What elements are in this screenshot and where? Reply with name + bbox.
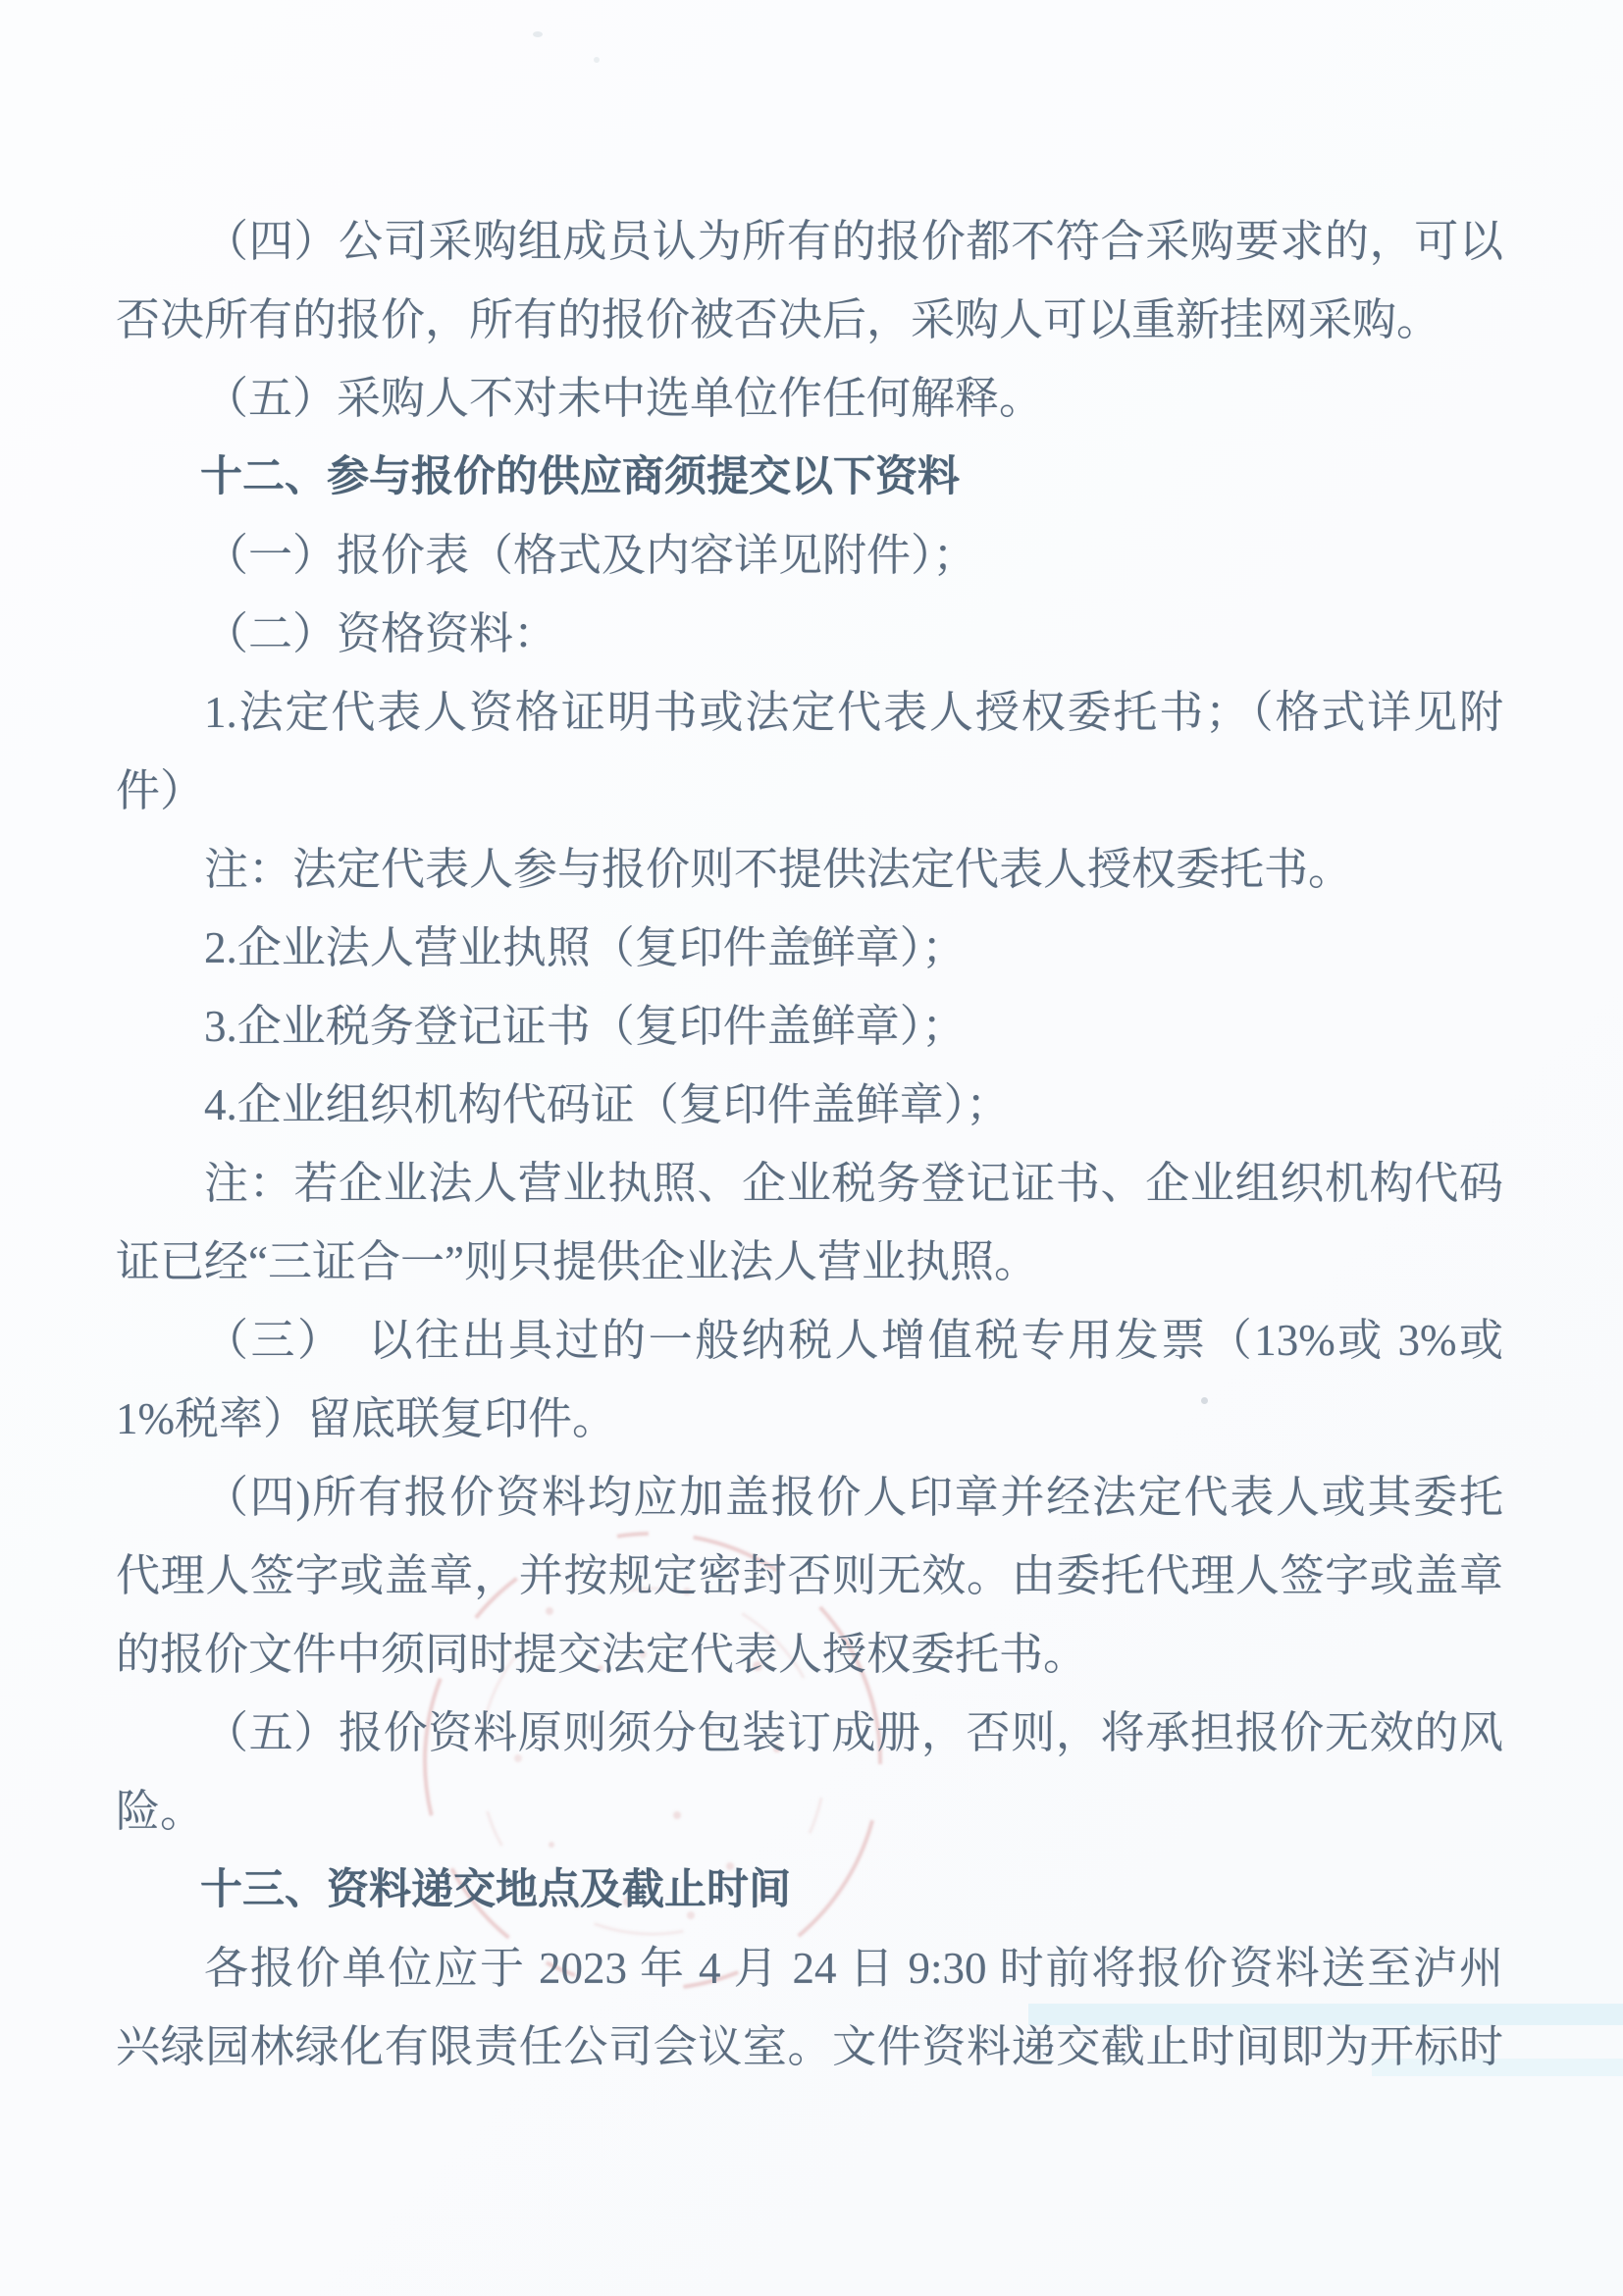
document-line: 兴绿园林绿化有限责任公司会议室。文件资料递交截止时间即为开标时 <box>116 2022 1503 2071</box>
document-line: 注：若企业法人营业执照、企业税务登记证书、企业组织机构代码 <box>204 1159 1503 1208</box>
document-line: （五）报价资料原则须分包装订成册，否则，将承担报价无效的风 <box>204 1708 1503 1757</box>
document-line: 件） <box>116 766 205 815</box>
document-line: 证已经“三证合一”则只提供企业法人营业执照。 <box>116 1237 1038 1286</box>
document-line: 的报价文件中须同时提交法定代表人授权委托书。 <box>116 1630 1088 1679</box>
document-line: 3.企业税务登记证书（复印件盖鲜章）； <box>204 1002 967 1051</box>
document-line: （三） 以往出具过的一般纳税人增值税专用发票（13%或 3%或 <box>204 1316 1503 1365</box>
document-line: 各报价单位应于 2023 年 4 月 24 日 9:30 时前将报价资料送至泸州 <box>204 1944 1503 1993</box>
document-line: 注：法定代表人参与报价则不提供法定代表人授权委托书。 <box>204 845 1353 894</box>
document-line: （五）采购人不对未中选单位作任何解释。 <box>204 374 1044 423</box>
document-line: 2.企业法人营业执照（复印件盖鲜章）； <box>204 923 967 972</box>
document-body <box>116 202 1503 2086</box>
scan-speck <box>533 31 543 37</box>
document-line: （二）资格资料： <box>204 609 558 658</box>
document-line: （一）报价表（格式及内容详见附件）； <box>204 531 977 580</box>
section-heading-12: 十二、参与报价的供应商须提交以下资料 <box>200 453 960 500</box>
document-line: （四)所有报价资料均应加盖报价人印章并经法定代表人或其委托 <box>204 1473 1503 1522</box>
document-line: 代理人签字或盖章，并按规定密封否则无效。由委托代理人签字或盖章 <box>116 1551 1503 1600</box>
document-line: 4.企业组织机构代码证（复印件盖鲜章）； <box>204 1080 1011 1129</box>
document-line: 1%税率）留底联复印件。 <box>116 1394 616 1443</box>
document-line: 1.法定代表人资格证明书或法定代表人授权委托书；（格式详见附 <box>204 688 1503 737</box>
document-line: 否决所有的报价，所有的报价被否决后，采购人可以重新挂网采购。 <box>116 295 1441 344</box>
section-heading-13: 十三、资料递交地点及截止时间 <box>200 1866 791 1913</box>
document-line: 险。 <box>116 1787 205 1836</box>
scan-speck <box>594 57 600 63</box>
document-line: （四）公司采购组成员认为所有的报价都不符合采购要求的，可以 <box>204 217 1503 266</box>
